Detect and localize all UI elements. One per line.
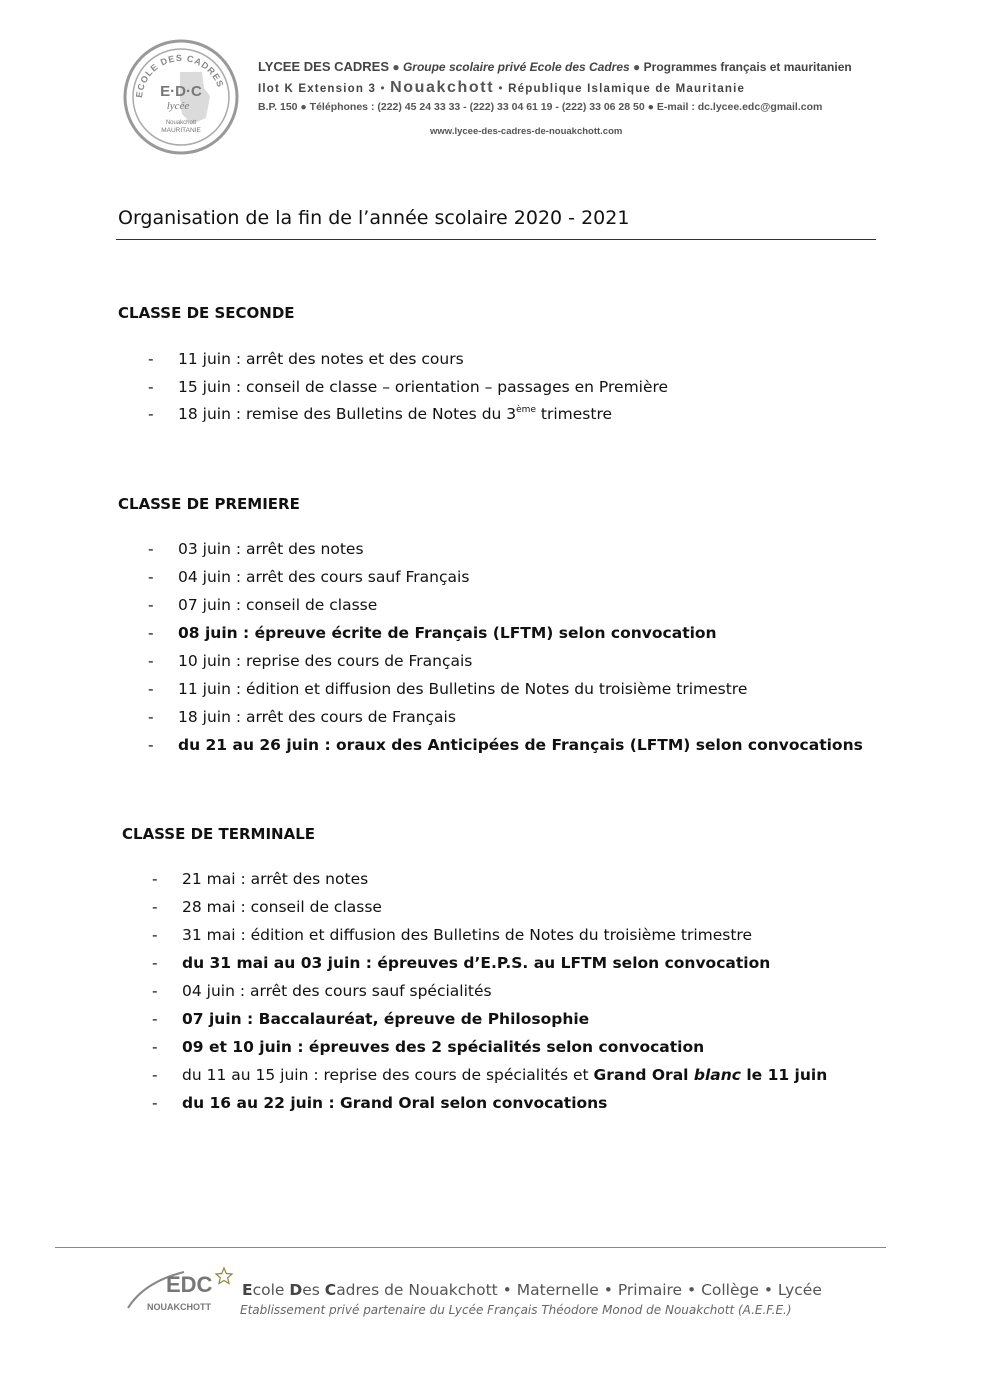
- footer-logo: [124, 1262, 236, 1314]
- logo-city: Nouakchott: [165, 120, 197, 126]
- footer-divider: [55, 1247, 886, 1248]
- group-name: Groupe scolaire privé Ecole des Cadres: [402, 60, 630, 74]
- logo-country: MAURITANIE: [161, 127, 201, 134]
- footer-logo-text: EDC: [166, 1272, 213, 1297]
- city: Nouakchott: [390, 79, 495, 96]
- header-line-2: Ilot K Extension 3 • Nouakchott • République Islamique de Mauritanie: [258, 79, 746, 96]
- website-link[interactable]: www.lycee-des-cadres-de-nouakchott.com: [430, 126, 623, 137]
- footer-school-line: Ecole Des Cadres de Nouakchott • Maternelle • Primaire • Collège • Lycée: [242, 1281, 822, 1299]
- footer-logo-sub: NOUAKCHOTT: [147, 1302, 211, 1312]
- logo-subtitle: lycée: [166, 100, 190, 112]
- footer-partner-line: Etablissement privé partenaire du Lycée Français Théodore Monod de Nouakchott (A.E.F.E.): [240, 1303, 792, 1317]
- document-title: Organisation de la fin de l’année scolaire 2020 - 2021: [118, 207, 630, 229]
- contact-line: B.P. 150 ● Téléphones : (222) 45 24 33 33 - (222) 33 04 61 19 - (222) 33 06 28 50 ● E-mail : dc.lycee.edc@gmail.com: [258, 101, 823, 113]
- address: Ilot K Extension 3: [258, 83, 377, 95]
- school-logo: [122, 38, 240, 156]
- country: République Islamique de Mauritanie: [508, 83, 746, 95]
- section-heading-seconde: CLASSE DE SECONDE: [118, 304, 295, 322]
- logo-arc-text: ECOLE DES CADRES: [133, 52, 226, 99]
- logo-initials: E·D·C: [160, 83, 202, 100]
- star-icon: [216, 1268, 232, 1284]
- title-divider: [116, 239, 876, 240]
- section-heading-premiere: CLASSE DE PREMIERE: [118, 495, 300, 513]
- section-heading-terminale: CLASSE DE TERMINALE: [122, 825, 316, 843]
- programmes: Programmes français et mauritanien: [643, 60, 852, 74]
- school-name: LYCEE DES CADRES: [258, 59, 389, 74]
- header-line-1: LYCEE DES CADRES ● Groupe scolaire privé Ecole des Cadres ● Programmes français et mauritanien: [258, 59, 852, 74]
